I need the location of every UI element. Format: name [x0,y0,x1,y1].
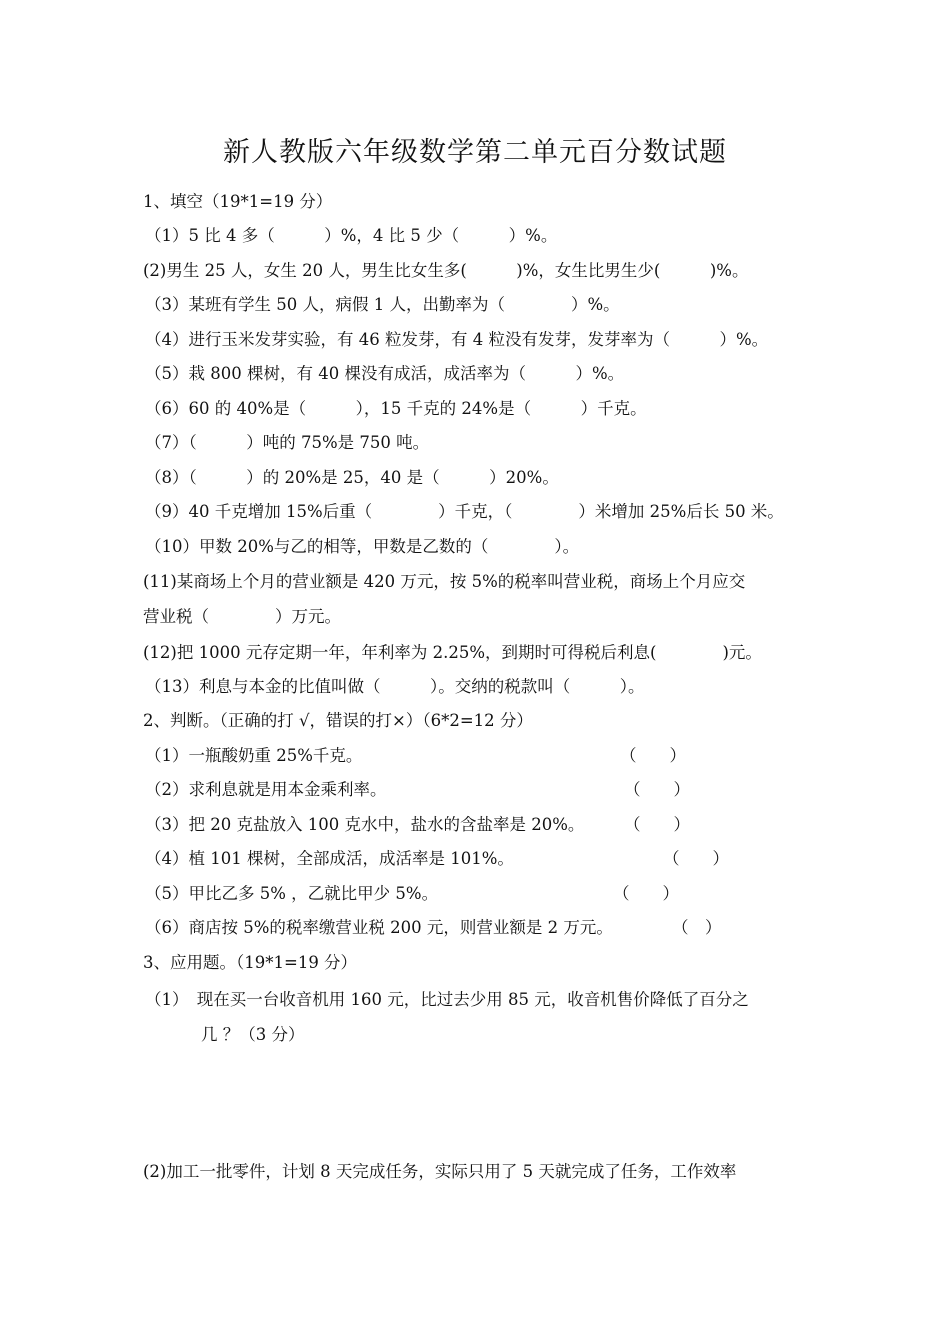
fill-item-12: (12)把 1000 元存定期一年，年利率为 2.25%，到期时可得税后利息( )元。 [143,643,762,662]
fill-item-8: （8）（ ）的 20%是 25，40 是（ ）20%。 [145,468,559,487]
fill-item-2: (2)男生 25 人，女生 20 人，男生比女生多( )%，女生比男生少( )%。 [143,261,749,280]
judge-item-2: （2）求利息就是用本金乘利率。 [145,780,387,799]
fill-item-10: （10）甲数 20%与乙的相等，甲数是乙数的（ ）。 [145,537,580,556]
judge-item-6: （6）商店按 5%的税率缴营业税 200 元，则营业额是 2 万元。 [145,918,613,937]
judge-item-5: （5）甲比乙多 5% ，乙就比甲少 5%。 [145,884,439,903]
fill-item-13: （13）利息与本金的比值叫做（ ）。交纳的税款叫（ ）。 [145,677,645,696]
fill-item-5: （5）栽 800 棵树，有 40 棵没有成活，成活率为（ ）%。 [145,364,625,383]
fill-item-4: （4）进行玉米发芽实验，有 46 粒发芽，有 4 粒没有发芽，发芽率为（ ）%。 [145,330,769,349]
applied-q1-line2: 几 ？（3 分） [201,1025,305,1044]
section3-heading: 3、应用题。（19*1=19 分） [143,953,358,972]
fill-item-11-cont: 营业税（ ）万元。 [143,607,341,626]
judge-answer-3: （ ） [624,815,690,834]
judge-answer-2: （ ） [624,780,690,799]
applied-q2-line1: (2)加工一批零件，计划 8 天完成任务，实际只用了 5 天就完成了任务，工作效率 [143,1162,737,1181]
section2-heading: 2、判断。（正确的打 √，错误的打×）（6*2=12 分） [143,711,533,730]
fill-item-11: (11)某商场上个月的营业额是 420 万元，按 5%的税率叫营业税，商场上个月应交 [143,572,746,591]
judge-answer-6: （ ） [672,918,722,937]
judge-answer-5: （ ） [613,884,679,903]
fill-item-1: （1）5 比 4 多（ ）%，4 比 5 少（ ）%。 [145,226,558,245]
fill-item-6: （6）60 的 40%是（ ），15 千克的 24%是（ ）千克。 [145,399,647,418]
fill-item-9: （9）40 千克增加 15%后重（ ）千克，（ ）米增加 25%后长 50 米。 [145,502,784,521]
judge-answer-4: （ ） [663,849,729,868]
judge-item-4: （4）植 101 棵树，全部成活，成活率是 101%。 [145,849,514,868]
judge-item-1: （1）一瓶酸奶重 25%千克。 [145,746,363,765]
fill-item-7: （7）（ ）吨的 75%是 750 吨。 [145,433,430,452]
fill-item-3: （3）某班有学生 50 人，病假 1 人，出勤率为（ ）%。 [145,295,620,314]
judge-answer-1: （ ） [620,746,686,765]
section1-heading: 1、填空（19*1=19 分） [143,192,333,211]
judge-item-3: （3）把 20 克盐放入 100 克水中，盐水的含盐率是 20%。 [145,815,585,834]
page-title: 新人教版六年级数学第二单元百分数试题 [223,137,727,168]
applied-q1-line1: （1） 现在买一台收音机用 160 元，比过去少用 85 元，收音机售价降低了百分之 [145,990,749,1009]
